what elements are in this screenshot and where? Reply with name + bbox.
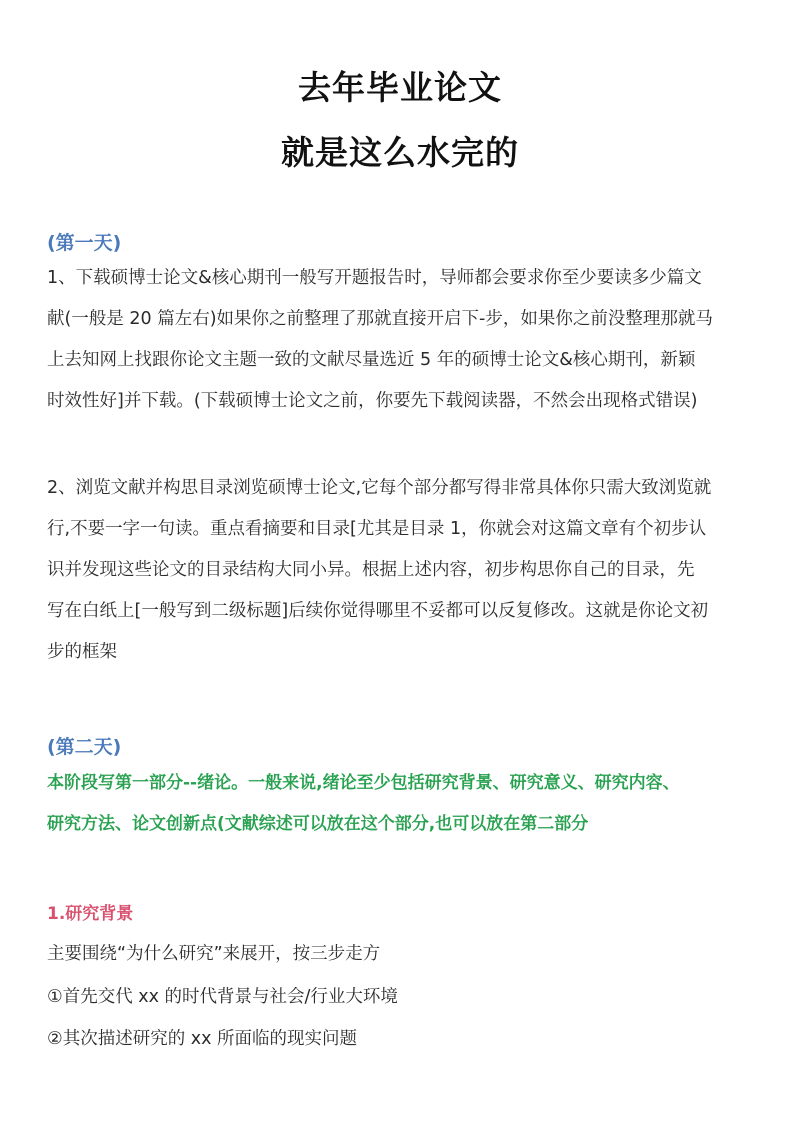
list-item: ②其次描述研究的 xx 所面临的现实问题: [47, 1029, 358, 1049]
text-line: 本阶段写第一部分--绪论。一般来说,绪论至少包括研究背景、研究意义、研究内容、: [47, 773, 680, 793]
title-line-2: 就是这么水完的: [281, 133, 519, 172]
text-line: 识并发现这些论文的目录结构大同小异。根据上述内容，初步构思你自己的目录，先: [47, 560, 695, 580]
day-two-summary: [47, 763, 759, 845]
day-one-paragraph-2: [47, 468, 759, 673]
day-two-heading: (第二天): [47, 736, 122, 758]
text-line: 步的框架: [47, 642, 117, 662]
title-line-1: 去年毕业论文: [298, 68, 502, 107]
text-line: 写在白纸上[一般写到二级标题]后续你觉得哪里不妥都可以反复修改。这就是你论文初: [47, 601, 709, 621]
day-one-paragraph-1: [47, 258, 759, 422]
section-intro: 主要围绕“为什么研究”来展开，按三步走方: [47, 944, 381, 964]
text-line: 时效性好]并下载。(下载硕博士论文之前，你要先下载阅读器，不然会出现格式错误): [47, 391, 698, 411]
text-line: 上去知网上找跟你论文主题一致的文献尽量选近 5 年的硕博士论文&核心期刊，新颖: [47, 350, 696, 370]
text-line: 1、下载硕博士论文&核心期刊一般写开题报告时，导师都会要求你至少要读多少篇文: [47, 268, 702, 288]
text-line: 2、浏览文献并构思目录浏览硕博士论文,它每个部分都写得非常具体你只需大致浏览就: [47, 478, 712, 498]
list-item: ①首先交代 xx 的时代背景与社会/行业大环境: [47, 987, 398, 1007]
text-line: 献(一般是 20 篇左右)如果你之前整理了那就直接开启下-步，如果你之前没整理那就马: [47, 309, 713, 329]
text-line: 行,不要一字一句读。重点看摘要和目录[尤其是目录 1，你就会对这篇文章有个初步认: [47, 519, 707, 539]
day-one-heading: (第一天): [47, 232, 122, 254]
section-heading-research-background: 1.研究背景: [47, 904, 134, 924]
text-line: 研究方法、论文创新点(文献综述可以放在这个部分,也可以放在第二部分: [47, 814, 589, 834]
